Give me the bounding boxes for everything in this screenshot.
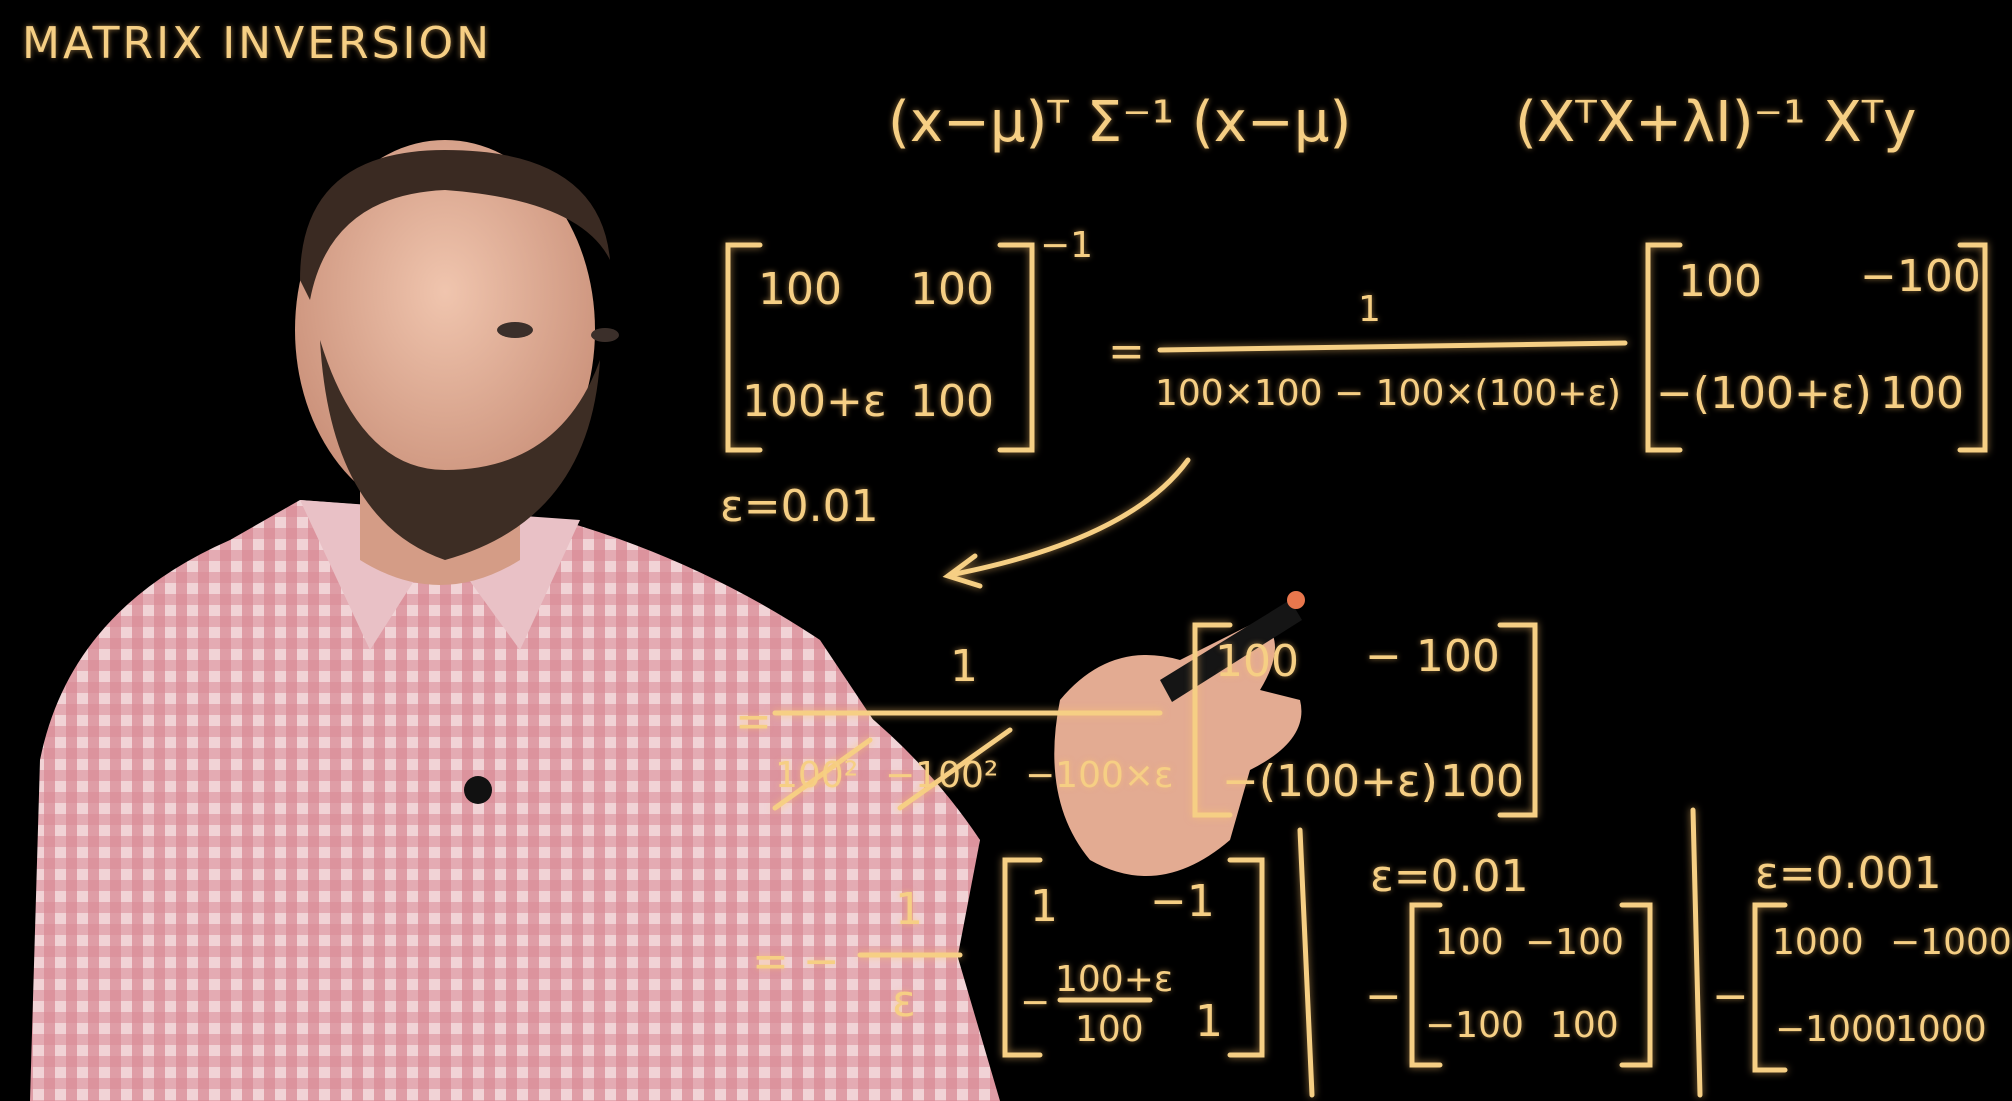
m2-cell-2: − 100 [1365,631,1500,682]
denominator-term-1: 100² [775,755,859,796]
case-b-cell-3: −1000 [1775,1009,1897,1050]
adj-cell-4: 100 [1880,368,1964,419]
fraction-1-numerator: 1 [1358,289,1381,330]
m1-cell-4: 100 [910,376,994,427]
adj-cell-1: 100 [1678,256,1762,307]
m3-fraction-numerator: 100+ε [1055,959,1174,1000]
equals-2: = [735,696,772,747]
m2-cell-3: −(100+ε) [1222,756,1438,807]
equals-1: = [1108,326,1145,377]
case-b-sign: − [1712,971,1749,1022]
fraction-1-denominator: 100×100 − 100×(100+ε) [1155,373,1621,414]
epsilon-note: ε=0.01 [720,481,879,532]
equals-3: = − [752,936,840,987]
m3-cell-2: −1 [1150,876,1215,927]
fraction-2-numerator: 1 [950,641,978,692]
case-a-cell-3: −100 [1425,1005,1524,1046]
divider-1 [1300,830,1312,1095]
m3-fraction-denominator: 100 [1075,1009,1144,1050]
fraction-3-denominator: ε [892,976,916,1027]
denominator-term-3: −100×ε [1025,755,1174,796]
case-a-cell-2: −100 [1525,922,1624,963]
fraction-bar-1 [1160,343,1625,350]
m1-cell-2: 100 [910,264,994,315]
case-a-cell-4: 100 [1550,1005,1619,1046]
m3-fraction-minus: − [1020,982,1051,1023]
case-b-label: ε=0.001 [1755,848,1942,899]
case-b-cell-2: −1000 [1890,922,2012,963]
case-a-sign: − [1365,971,1402,1022]
formula-mahalanobis: (x−μ)ᵀ Σ⁻¹ (x−μ) [888,90,1352,155]
bracket-right-5 [1622,905,1650,1065]
m3-cell-1: 1 [1030,881,1058,932]
case-b-cell-4: 1000 [1895,1009,1987,1050]
bracket-right-1 [1000,245,1032,450]
m3-cell-4: 1 [1195,996,1223,1047]
m1-cell-1: 100 [758,264,842,315]
case-b-cell-1: 1000 [1772,922,1864,963]
m2-cell-1: 100 [1215,636,1299,687]
board-title: MATRIX INVERSION [22,18,493,69]
bracket-left-2 [1648,245,1680,450]
m2-cell-4: 100 [1440,756,1524,807]
bracket-right-4 [1230,860,1262,1055]
formula-ridge: (XᵀX+λI)⁻¹ Xᵀy [1515,90,1917,155]
adj-cell-2: −100 [1860,251,1981,302]
fraction-3-numerator: 1 [895,884,923,935]
arrow-stroke [950,460,1188,575]
case-a-cell-1: 100 [1435,922,1504,963]
denominator-term-2: −100² [885,755,999,796]
divider-2 [1693,810,1700,1095]
inverse-exponent: −1 [1040,225,1094,266]
adj-cell-3: −(100+ε) [1656,368,1872,419]
m1-cell-3: 100+ε [742,376,887,427]
case-a-label: ε=0.01 [1370,851,1529,902]
